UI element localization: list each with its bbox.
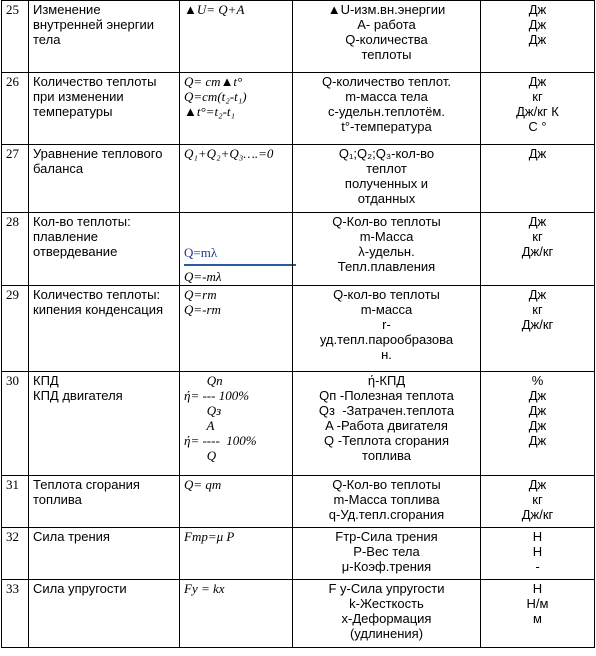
quantity-name bbox=[29, 476, 180, 528]
formula-line: ▲U= Q+A bbox=[184, 2, 245, 17]
unit-cell bbox=[481, 286, 595, 372]
desc-line: m-масса bbox=[360, 302, 413, 317]
table-row bbox=[2, 286, 595, 372]
name-line: Количество теплоты: bbox=[33, 287, 161, 302]
formula-cell bbox=[180, 1, 293, 73]
desc-line: Q-количества bbox=[345, 32, 428, 47]
description-cell bbox=[293, 1, 481, 73]
row-number: 30 bbox=[2, 372, 29, 476]
desc-line: λ-удельн. bbox=[358, 244, 415, 259]
row-number: 28 bbox=[2, 213, 29, 286]
formula-cell bbox=[180, 580, 293, 648]
desc-line: A- работа bbox=[357, 17, 416, 32]
unit-line: Дж bbox=[528, 32, 547, 47]
description-cell bbox=[293, 528, 481, 580]
quantity-name bbox=[29, 1, 180, 73]
unit-line: Дж bbox=[528, 403, 547, 418]
description-cell bbox=[293, 286, 481, 372]
formula-cell bbox=[180, 528, 293, 580]
desc-line: н. bbox=[381, 347, 392, 362]
name-line: Сила трения bbox=[33, 529, 110, 544]
name-line: плавление bbox=[33, 229, 98, 244]
desc-line: отданных bbox=[357, 191, 416, 206]
name-line: кипения конденсация bbox=[33, 302, 164, 317]
row-number: 27 bbox=[2, 145, 29, 213]
table-row bbox=[2, 528, 595, 580]
desc-line: (удлинения) bbox=[349, 626, 424, 641]
formula-line: Q=mλ bbox=[184, 245, 296, 266]
formula-line: ▲t°=t₂-t₁ bbox=[184, 104, 236, 119]
formula-cell bbox=[180, 213, 293, 286]
row-number: 33 bbox=[2, 580, 29, 648]
unit-line: кг bbox=[532, 229, 543, 244]
unit-line: кг bbox=[532, 89, 543, 104]
unit-line: Дж/кг bbox=[521, 507, 554, 522]
desc-line: m-Масса bbox=[359, 229, 414, 244]
description-cell bbox=[293, 476, 481, 528]
description-cell bbox=[293, 213, 481, 286]
unit-line: Дж/кг К bbox=[516, 104, 559, 119]
table-row bbox=[2, 213, 595, 286]
formula-line: A bbox=[184, 418, 215, 433]
formula-cell bbox=[180, 73, 293, 145]
unit-line: Дж bbox=[528, 17, 547, 32]
table-row bbox=[2, 580, 595, 648]
table-row bbox=[2, 372, 595, 476]
desc-line: Qп -Полезная теплота bbox=[319, 388, 454, 403]
row-number: 31 bbox=[2, 476, 29, 528]
desc-line: Qз -Затрачен.теплота bbox=[318, 403, 455, 418]
formula-line: Q=rm bbox=[184, 287, 217, 302]
desc-line: x-Деформация bbox=[341, 611, 432, 626]
table-row bbox=[2, 1, 595, 73]
unit-cell bbox=[481, 213, 595, 286]
unit-line: Дж bbox=[528, 433, 547, 448]
desc-line: k-Жесткость bbox=[349, 596, 424, 611]
desc-line: Q-Кол-во теплоты bbox=[332, 477, 441, 492]
formula-line: Qп bbox=[184, 373, 223, 388]
quantity-name bbox=[29, 213, 180, 286]
quantity-name bbox=[29, 145, 180, 213]
unit-line: Дж bbox=[528, 287, 547, 302]
formula-line: Q= qm bbox=[184, 477, 222, 492]
desc-line: полученных и bbox=[344, 176, 429, 191]
desc-line: теплоты bbox=[361, 47, 412, 62]
desc-line: ή-КПД bbox=[367, 373, 406, 388]
desc-line: q-Уд.тепл.сгорания bbox=[328, 507, 445, 522]
unit-line: Дж bbox=[528, 418, 547, 433]
quantity-name bbox=[29, 528, 180, 580]
formula-line: Q=-mλ bbox=[184, 269, 222, 284]
formula-line: Q₁+Q₂+Q₃….=0 bbox=[184, 146, 274, 161]
description-cell bbox=[293, 145, 481, 213]
desc-line: Q-количество теплот. bbox=[321, 74, 451, 89]
unit-line: Н bbox=[532, 529, 543, 544]
name-line: Теплота сгорания bbox=[33, 477, 140, 492]
desc-line: P-Вес тела bbox=[353, 544, 420, 559]
unit-line: Дж bbox=[528, 214, 547, 229]
name-line: Кол-во теплоты: bbox=[33, 214, 131, 229]
formula-line: Q=-rm bbox=[184, 302, 221, 317]
name-line: Уравнение теплового bbox=[33, 146, 163, 161]
formula-line: ή= --- 100% bbox=[184, 388, 250, 403]
unit-line: Н bbox=[532, 581, 543, 596]
unit-line: Н bbox=[532, 544, 543, 559]
unit-cell bbox=[481, 1, 595, 73]
desc-line: t°-температура bbox=[341, 119, 432, 134]
desc-line: Тепл.плавления bbox=[337, 259, 436, 274]
name-line: Изменение bbox=[33, 2, 101, 17]
desc-line: Q-кол-во теплоты bbox=[333, 287, 440, 302]
formula-cell bbox=[180, 286, 293, 372]
unit-line: Дж bbox=[528, 146, 547, 161]
unit-line: кг bbox=[532, 492, 543, 507]
row-number: 26 bbox=[2, 73, 29, 145]
unit-line: Дж/кг bbox=[521, 317, 554, 332]
formula-cell bbox=[180, 145, 293, 213]
desc-line: c-удельн.теплотём. bbox=[328, 104, 445, 119]
name-line: внутренней энергии bbox=[33, 17, 154, 32]
name-line: при изменении bbox=[33, 89, 124, 104]
desc-line: Q-Кол-во теплоты bbox=[332, 214, 441, 229]
formula-line: ή= ---- 100% bbox=[184, 433, 257, 448]
unit-line: Дж/кг bbox=[521, 244, 554, 259]
desc-line: Q₁;Q₂;Q₃-кол-во bbox=[338, 146, 435, 161]
desc-line: Q -Теплота сгорания bbox=[324, 433, 449, 448]
name-line: температуры bbox=[33, 104, 113, 119]
table-row bbox=[2, 73, 595, 145]
formula-line: Fу = kx bbox=[184, 581, 225, 596]
name-line: тела bbox=[33, 32, 61, 47]
desc-line: μ-Коэф.трения bbox=[341, 559, 432, 574]
formula-cell bbox=[180, 372, 293, 476]
unit-line: кг bbox=[532, 302, 543, 317]
description-cell bbox=[293, 372, 481, 476]
desc-line: m-Масса топлива bbox=[333, 492, 440, 507]
unit-cell bbox=[481, 73, 595, 145]
unit-line: Дж bbox=[528, 388, 547, 403]
desc-line: уд.тепл.парообразова bbox=[319, 332, 454, 347]
unit-line: С ° bbox=[528, 119, 547, 134]
desc-line: A -Работа двигателя bbox=[325, 418, 448, 433]
name-line: баланса bbox=[33, 161, 84, 176]
formula-cell bbox=[180, 476, 293, 528]
description-cell bbox=[293, 580, 481, 648]
desc-line: r- bbox=[382, 317, 391, 332]
unit-line: - bbox=[535, 559, 540, 574]
unit-line: м bbox=[533, 611, 542, 626]
formula-line: Fтр=μ P bbox=[184, 529, 235, 544]
name-line: КПД bbox=[33, 373, 59, 388]
unit-line: Н/м bbox=[526, 596, 549, 611]
desc-line: ▲U-изм.вн.энергии bbox=[327, 2, 446, 17]
name-line: Сила упругости bbox=[33, 581, 127, 596]
unit-cell bbox=[481, 528, 595, 580]
physics-formula-table bbox=[1, 0, 595, 648]
row-number: 32 bbox=[2, 528, 29, 580]
formula-line: Q bbox=[184, 448, 217, 463]
table-row bbox=[2, 476, 595, 528]
name-line: топлива bbox=[33, 492, 82, 507]
formula-line: Qз bbox=[184, 403, 222, 418]
description-cell bbox=[293, 73, 481, 145]
unit-line: % bbox=[531, 373, 544, 388]
desc-line: Fтр-Сила трения bbox=[335, 529, 438, 544]
unit-cell bbox=[481, 145, 595, 213]
unit-cell bbox=[481, 476, 595, 528]
unit-line: Дж bbox=[528, 477, 547, 492]
unit-cell bbox=[481, 372, 595, 476]
table-row bbox=[2, 145, 595, 213]
name-line: отвердевание bbox=[33, 244, 118, 259]
desc-line: F у-Сила упругости bbox=[328, 581, 445, 596]
desc-line: m-масса тела bbox=[345, 89, 428, 104]
desc-line: топлива bbox=[362, 448, 411, 463]
formula-line: Q=cm(t₂-t₁) bbox=[184, 89, 247, 104]
unit-line: Дж bbox=[528, 74, 547, 89]
quantity-name bbox=[29, 286, 180, 372]
unit-cell bbox=[481, 580, 595, 648]
row-number: 29 bbox=[2, 286, 29, 372]
quantity-name bbox=[29, 73, 180, 145]
quantity-name bbox=[29, 372, 180, 476]
formula-line: Q= cm▲t° bbox=[184, 74, 243, 89]
unit-line: Дж bbox=[528, 2, 547, 17]
name-line: КПД двигателя bbox=[33, 388, 123, 403]
desc-line: теплот bbox=[366, 161, 407, 176]
quantity-name bbox=[29, 580, 180, 648]
row-number: 25 bbox=[2, 1, 29, 73]
name-line: Количество теплоты bbox=[33, 74, 157, 89]
